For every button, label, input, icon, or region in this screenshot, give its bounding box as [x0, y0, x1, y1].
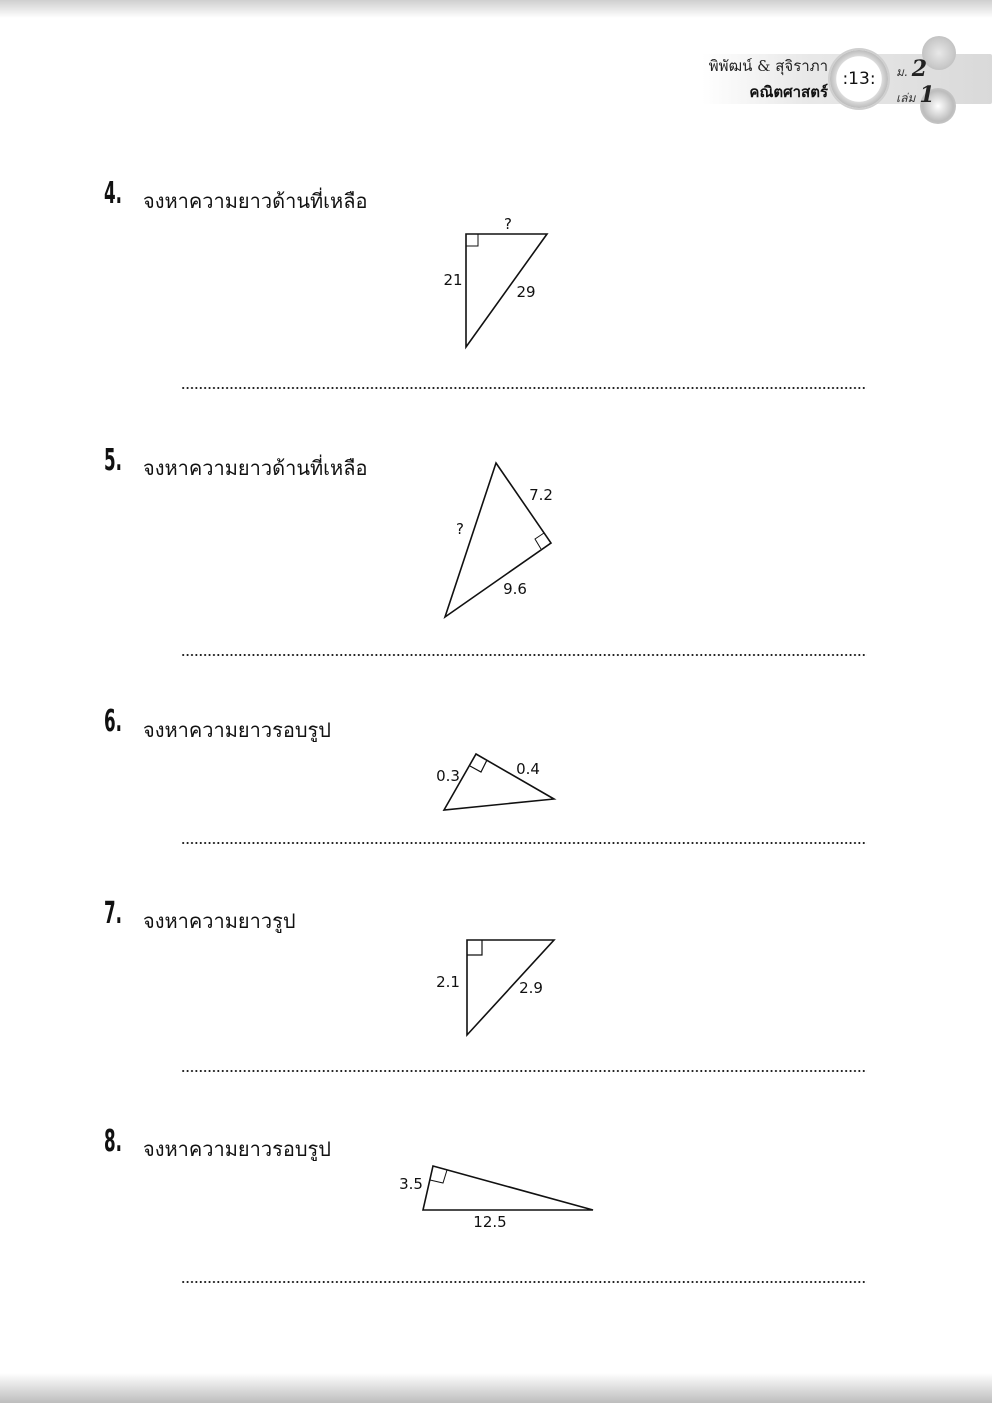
- triangle-shape: [423, 1166, 593, 1210]
- page-number: :13:: [842, 69, 876, 89]
- question-text: จงหาความยาวด้านที่เหลือ: [143, 456, 368, 480]
- page-edge-bottom: [0, 1373, 992, 1403]
- side-label: 0.4: [516, 760, 540, 778]
- side-label: 7.2: [529, 486, 553, 504]
- page-header: [690, 36, 992, 120]
- side-label: ?: [504, 215, 512, 233]
- class-prefix: ม.: [896, 65, 908, 79]
- side-label: 9.6: [503, 580, 527, 598]
- side-label: 3.5: [399, 1175, 423, 1193]
- right-angle-marker: [467, 940, 482, 955]
- question-text: จงหาความยาวรูป: [143, 909, 296, 933]
- side-label: 21: [443, 271, 463, 289]
- question-number: 4.: [104, 176, 123, 211]
- answer-line[interactable]: [181, 1280, 867, 1284]
- page-number-badge: [830, 50, 888, 108]
- side-label: 12.5: [473, 1213, 507, 1231]
- right-angle-marker: [470, 760, 487, 772]
- question-number: 7.: [104, 896, 123, 931]
- side-label: 2.9: [519, 979, 543, 997]
- header-author: พิพัฒน์ & สุจิราภา: [708, 57, 828, 75]
- answer-line[interactable]: [181, 653, 867, 657]
- question-number: 5.: [104, 443, 123, 478]
- question-number: 8.: [104, 1124, 123, 1159]
- header-subject: คณิตศาสตร์: [749, 83, 828, 101]
- volume-value: 1: [919, 82, 935, 108]
- question-text: จงหาความยาวรอบรูป: [143, 1137, 331, 1161]
- right-angle-marker: [430, 1170, 447, 1183]
- question-text: จงหาความยาวรอบรูป: [143, 718, 331, 742]
- side-label: 0.3: [436, 767, 460, 785]
- answer-line[interactable]: [181, 386, 867, 390]
- triangle-shape: [467, 940, 554, 1035]
- class-value: 2: [911, 56, 928, 82]
- side-label: ?: [456, 520, 464, 538]
- answer-line[interactable]: [181, 1069, 867, 1073]
- question-number: 6.: [104, 704, 123, 739]
- side-label: 2.1: [436, 973, 460, 991]
- triangle-shape: [466, 234, 547, 347]
- side-label: 29: [516, 283, 536, 301]
- right-angle-marker: [466, 234, 478, 246]
- answer-line[interactable]: [181, 841, 867, 845]
- right-angle-marker: [535, 533, 544, 549]
- triangle-shape: [445, 463, 551, 617]
- header-class: [896, 56, 956, 82]
- question-text: จงหาความยาวด้านที่เหลือ: [143, 189, 368, 213]
- header-volume: [896, 82, 956, 108]
- page-edge-top: [0, 0, 992, 18]
- triangle-shape: [444, 754, 554, 810]
- volume-prefix: เล่ม: [896, 91, 916, 105]
